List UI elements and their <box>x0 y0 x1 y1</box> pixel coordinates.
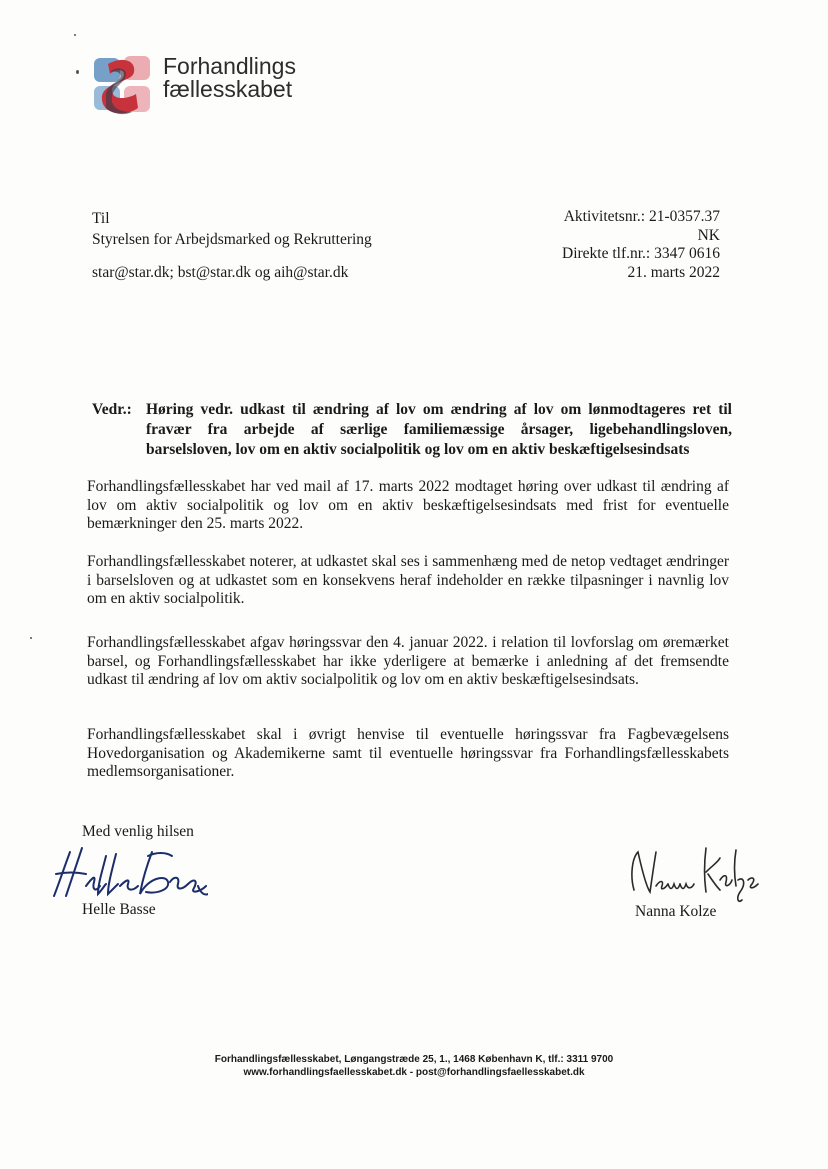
body-paragraph: Forhandlingsfællesskabet afgav høringssvar den 4. januar 2022. i relation til lovforslag om øremærket barsel, og Forhandlingsfællesskabet har ikke yderligere at bemærke i anledning af det fremsendte udkast til ændring af lov om aktiv socialpolitik og lov om en aktiv beskæftigelsesindsats. <box>87 634 729 689</box>
organization-logo <box>92 50 154 122</box>
subject-line <box>92 400 732 460</box>
closing-greeting: Med venlig hilsen <box>82 823 194 840</box>
scan-speck <box>30 637 32 639</box>
footer-web-email: www.forhandlingsfaellesskabet.dk - post@forhandlingsfaellesskabet.dk <box>243 1067 585 1078</box>
signer-name-2: Nanna Kolze <box>635 903 717 920</box>
scan-speck <box>76 70 79 74</box>
organization-name-line1: Forhandlings <box>163 53 296 79</box>
footer <box>0 1053 828 1079</box>
organization-name-line2: fællesskabet <box>163 76 293 102</box>
organization-name <box>163 55 296 101</box>
signature-helle-basse <box>48 838 208 908</box>
activity-number: Aktivitetsnr.: 21-0357.37 <box>563 208 720 225</box>
recipient-name: Styrelsen for Arbejdsmarked og Rekruttering <box>92 231 372 248</box>
footer-address: Forhandlingsfællesskabet, Løngangstræde 25, 1., 1468 København K, tlf.: 3311 9700 <box>214 1054 614 1065</box>
letter-meta <box>562 208 720 282</box>
letter-date: 21. marts 2022 <box>627 263 720 281</box>
recipient-emails: star@star.dk; bst@star.dk og aih@star.dk <box>92 264 349 281</box>
scan-speck <box>74 34 76 36</box>
subject-text: Høring vedr. udkast til ændring af lov om ændring af lov om lønmodtageres ret til fravær fra arbejde af særlige familiemæssige årsager, ligebehandlingsloven, barselsloven, lov om en aktiv socialpolitik og lov om en aktiv beskæftigelsesindsats <box>146 401 732 458</box>
recipient-label: Til <box>92 210 110 227</box>
author-initials: NK <box>697 226 720 244</box>
direct-phone: Direkte tlf.nr.: 3347 0616 <box>562 245 720 262</box>
body-paragraph: Forhandlingsfællesskabet skal i øvrigt henvise til eventuelle høringssvar fra Fagbevægelsens Hovedorganisation og Akademikerne samt til eventuelle høringssvar fra Forhandlingsfællesskabets medlemsorganisationer. <box>87 726 729 781</box>
signer-name-1: Helle Basse <box>82 901 156 918</box>
subject-label: Vedr.: <box>92 401 132 418</box>
body-paragraph: Forhandlingsfællesskabet noterer, at udkastet skal ses i sammenhæng med de netop vedtaget ændringer i barselsloven og at udkastet som en konsekvens heraf indeholder en række tilpasninger i navnlig lov om en aktiv socialpolitik. <box>87 553 729 608</box>
recipient-block <box>92 208 372 283</box>
body-paragraph: Forhandlingsfællesskabet har ved mail af 17. marts 2022 modtaget høring over udkast til ændring af lov om aktiv socialpolitik og lov om en aktiv beskæftigelsesindsats med frist for eventuelle bemærkninger den 25. marts 2022. <box>87 478 729 533</box>
